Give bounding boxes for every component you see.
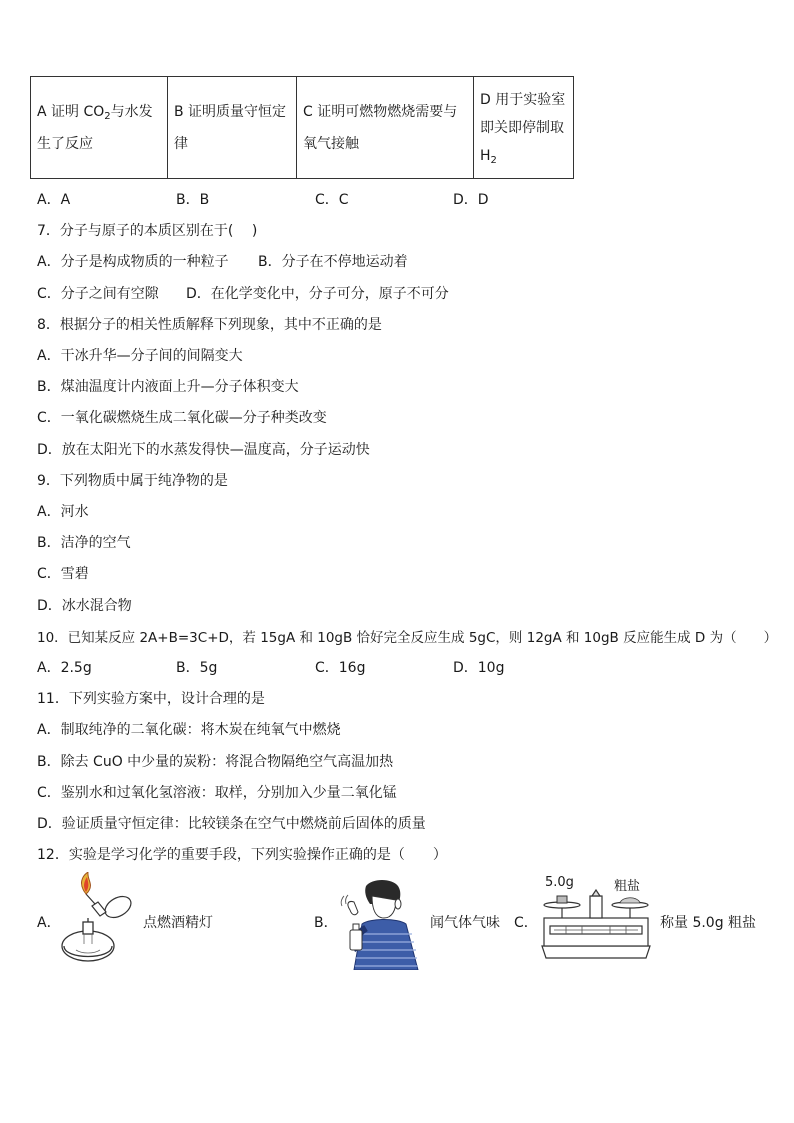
q7-option-a: A．分子是构成物质的一种粒子 <box>37 254 229 270</box>
q6-option-c: C．C <box>315 192 349 208</box>
q12-stem: 12．实验是学习化学的重要手段，下列实验操作正确的是（ ） <box>37 847 447 863</box>
q9-stem: 9．下列物质中属于纯净物的是 <box>37 473 228 489</box>
q10-option-d: D．10g <box>453 660 505 676</box>
balance-right-pan-label: 粗盐 <box>614 879 641 894</box>
q6-option-b: B．B <box>176 192 210 208</box>
q7-option-d: D．在化学变化中，分子可分，原子不可分 <box>186 286 449 302</box>
q6-option-d: D．D <box>453 192 489 208</box>
q10-option-a: A．2.5g <box>37 660 92 676</box>
q7-stem: 7．分子与原子的本质区别在于( ) <box>37 223 258 239</box>
q8-option-a: A．干冰升华—分子间的间隔变大 <box>37 348 243 364</box>
q10-option-c: C．16g <box>315 660 366 676</box>
q8-option-d: D．放在太阳光下的水蒸发得快—温度高，分子运动快 <box>37 442 370 458</box>
q12-option-b-caption: 闻气体气味 <box>430 915 500 931</box>
q9-option-b: B．洁净的空气 <box>37 535 131 551</box>
balance-scale-figure <box>536 888 656 960</box>
q11-option-d: D．验证质量守恒定律：比较镁条在空气中燃烧前后固体的质量 <box>37 816 426 832</box>
q12-option-b-letter: B． <box>314 915 338 931</box>
balance-left-pan-label: 5.0g <box>545 875 574 890</box>
alcohol-lamp-lighting-figure <box>58 872 142 966</box>
q10-option-b: B．5g <box>176 660 218 676</box>
q11-option-a: A．制取纯净的二氧化碳：将木炭在纯氧气中燃烧 <box>37 722 341 738</box>
q11-stem: 11．下列实验方案中，设计合理的是 <box>37 691 265 707</box>
table-cell-b: B 证明质量守恒定律 <box>168 77 297 179</box>
q8-option-c: C．一氧化碳燃烧生成二氧化碳—分子种类改变 <box>37 410 327 426</box>
q10-stem: 10．已知某反应 2A+B=3C+D，若 15gA 和 10gB 恰好完全反应生成 5gC，则 12gA 和 10gB 反应能生成 D 为（ ） <box>37 630 778 646</box>
q8-option-b: B．煤油温度计内液面上升—分子体积变大 <box>37 379 299 395</box>
q7-option-c: C．分子之间有空隙 <box>37 286 159 302</box>
q12-option-a-caption: 点燃酒精灯 <box>143 915 213 931</box>
q12-option-a-letter: A． <box>37 915 61 931</box>
q12-option-c-caption: 称量 5.0g 粗盐 <box>660 915 757 931</box>
q9-option-d: D．冰水混合物 <box>37 598 132 614</box>
experiment-options-table <box>30 76 574 179</box>
q11-option-b: B．除去 CuO 中少量的炭粉：将混合物隔绝空气高温加热 <box>37 754 394 770</box>
q9-option-a: A．河水 <box>37 504 89 520</box>
smelling-gas-figure <box>336 878 426 970</box>
table-cell-a: A 证明 $CO_2$与水发生了反应 <box>31 77 168 179</box>
q11-option-c: C．鉴别水和过氧化氢溶液：取样，分别加入少量二氧化锰 <box>37 785 397 801</box>
table-cell-c: C 证明可燃物燃烧需要与氧气接触 <box>297 77 474 179</box>
q8-stem: 8．根据分子的相关性质解释下列现象，其中不正确的是 <box>37 317 382 333</box>
q12-option-c-letter: C． <box>514 915 538 931</box>
table-cell-d: D 用于实验室即关即停制取 $H_2$ <box>474 77 574 179</box>
q7-option-b: B．分子在不停地运动着 <box>258 254 408 270</box>
q9-option-c: C．雪碧 <box>37 566 89 582</box>
q6-option-a: A．A <box>37 192 71 208</box>
